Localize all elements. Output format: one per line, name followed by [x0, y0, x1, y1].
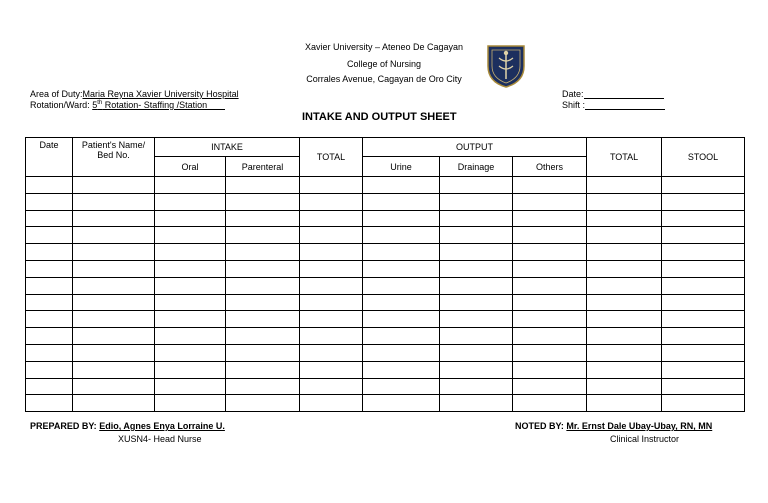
table-cell[interactable]	[363, 244, 440, 261]
table-cell[interactable]	[300, 260, 363, 277]
table-cell[interactable]	[587, 378, 662, 395]
table-cell[interactable]	[73, 395, 155, 412]
table-cell[interactable]	[73, 378, 155, 395]
table-cell[interactable]	[155, 378, 226, 395]
table-cell[interactable]	[26, 227, 73, 244]
table-row	[26, 344, 745, 361]
rotation-blank-line	[207, 109, 225, 110]
table-cell[interactable]	[513, 328, 587, 345]
table-cell[interactable]	[587, 177, 662, 194]
table-cell[interactable]	[226, 344, 300, 361]
table-cell[interactable]	[440, 294, 513, 311]
table-cell[interactable]	[662, 260, 745, 277]
sheet-title: INTAKE AND OUTPUT SHEET	[302, 111, 457, 123]
table-cell[interactable]	[26, 344, 73, 361]
table-row	[26, 210, 745, 227]
table-cell[interactable]	[513, 177, 587, 194]
col-date: Date	[26, 138, 73, 177]
table-cell[interactable]	[440, 210, 513, 227]
table-cell[interactable]	[587, 328, 662, 345]
table-cell[interactable]	[300, 361, 363, 378]
noted-role: Clinical Instructor	[610, 434, 680, 444]
rotation-text: Rotation- Staffing /Station	[102, 100, 208, 110]
table-cell[interactable]	[363, 328, 440, 345]
table-cell[interactable]	[226, 260, 300, 277]
table-row	[26, 244, 745, 261]
table-cell[interactable]	[363, 227, 440, 244]
table-cell[interactable]	[73, 361, 155, 378]
table-cell[interactable]	[226, 193, 300, 210]
table-cell[interactable]	[73, 328, 155, 345]
table-cell[interactable]	[662, 227, 745, 244]
table-cell[interactable]	[155, 244, 226, 261]
table-cell[interactable]	[587, 277, 662, 294]
area-value: Maria Reyna Xavier University Hospital	[82, 89, 239, 99]
table-cell[interactable]	[26, 210, 73, 227]
table-cell[interactable]	[155, 260, 226, 277]
table-cell[interactable]	[26, 277, 73, 294]
table-cell[interactable]	[155, 328, 226, 345]
rotation-ordinal: th	[97, 100, 103, 106]
table-cell[interactable]	[662, 277, 745, 294]
date-label: Date:	[562, 89, 584, 99]
table-cell[interactable]	[513, 193, 587, 210]
rotation-label: Rotation/Ward:	[30, 100, 90, 110]
table-cell[interactable]	[513, 277, 587, 294]
table-cell[interactable]	[300, 328, 363, 345]
table-row	[26, 227, 745, 244]
table-cell[interactable]	[155, 177, 226, 194]
table-cell[interactable]	[300, 378, 363, 395]
table-cell[interactable]	[26, 193, 73, 210]
table-cell[interactable]	[440, 311, 513, 328]
table-cell[interactable]	[363, 311, 440, 328]
table-cell[interactable]	[440, 344, 513, 361]
table-cell[interactable]	[440, 277, 513, 294]
table-cell[interactable]	[662, 294, 745, 311]
table-cell[interactable]	[26, 311, 73, 328]
table-row	[26, 361, 745, 378]
table-cell[interactable]	[440, 177, 513, 194]
table-cell[interactable]	[662, 210, 745, 227]
col-patient: Patient's Name/ Bed No.	[73, 138, 155, 177]
prepared-role: XUSN4- Head Nurse	[118, 434, 202, 444]
table-cell[interactable]	[363, 378, 440, 395]
table-row	[26, 328, 745, 345]
col-others: Others	[513, 157, 587, 177]
table-cell[interactable]	[440, 378, 513, 395]
table-cell[interactable]	[363, 193, 440, 210]
table-cell[interactable]	[155, 210, 226, 227]
table-cell[interactable]	[662, 193, 745, 210]
table-cell[interactable]	[226, 244, 300, 261]
table-cell[interactable]	[363, 395, 440, 412]
table-cell[interactable]	[226, 210, 300, 227]
table-cell[interactable]	[155, 361, 226, 378]
table-cell[interactable]	[587, 361, 662, 378]
table-cell[interactable]	[226, 177, 300, 194]
table-cell[interactable]	[363, 260, 440, 277]
university-seal-logo	[486, 42, 526, 88]
table-cell[interactable]	[155, 227, 226, 244]
table-cell[interactable]	[587, 227, 662, 244]
table-cell[interactable]	[363, 177, 440, 194]
table-cell[interactable]	[513, 378, 587, 395]
table-cell[interactable]	[26, 395, 73, 412]
table-cell[interactable]	[662, 244, 745, 261]
table-cell[interactable]	[226, 294, 300, 311]
table-row	[26, 378, 745, 395]
table-cell[interactable]	[26, 378, 73, 395]
table-cell[interactable]	[363, 277, 440, 294]
date-blank-line[interactable]	[584, 89, 664, 99]
noted-by	[515, 421, 712, 431]
table-cell[interactable]	[26, 260, 73, 277]
table-cell[interactable]	[440, 328, 513, 345]
table-cell[interactable]	[662, 395, 745, 412]
table-cell[interactable]	[26, 294, 73, 311]
table-cell[interactable]	[513, 361, 587, 378]
table-cell[interactable]	[73, 193, 155, 210]
table-cell[interactable]	[587, 395, 662, 412]
col-stool: STOOL	[662, 138, 745, 177]
table-cell[interactable]	[26, 244, 73, 261]
prepared-label: PREPARED BY:	[30, 421, 97, 431]
col-intake: INTAKE	[155, 138, 300, 157]
table-cell[interactable]	[300, 294, 363, 311]
table-cell[interactable]	[73, 311, 155, 328]
table-cell[interactable]	[73, 260, 155, 277]
table-cell[interactable]	[363, 294, 440, 311]
table-cell[interactable]	[587, 294, 662, 311]
table-cell[interactable]	[73, 294, 155, 311]
table-cell[interactable]	[300, 277, 363, 294]
table-cell[interactable]	[155, 193, 226, 210]
table-cell[interactable]	[587, 260, 662, 277]
table-cell[interactable]	[73, 227, 155, 244]
col-oral: Oral	[155, 157, 226, 177]
table-cell[interactable]	[155, 294, 226, 311]
table-cell[interactable]	[300, 244, 363, 261]
table-cell[interactable]	[363, 361, 440, 378]
table-cell[interactable]	[513, 395, 587, 412]
table-cell[interactable]	[226, 277, 300, 294]
table-cell[interactable]	[513, 311, 587, 328]
table-cell[interactable]	[662, 378, 745, 395]
table-cell[interactable]	[513, 210, 587, 227]
table-cell[interactable]	[155, 311, 226, 328]
table-cell[interactable]	[440, 260, 513, 277]
table-cell[interactable]	[73, 277, 155, 294]
date-field	[562, 89, 664, 99]
noted-name: Mr. Ernst Dale Ubay-Ubay, RN, MN	[566, 421, 713, 431]
table-cell[interactable]	[662, 177, 745, 194]
table-cell[interactable]	[363, 210, 440, 227]
table-cell[interactable]	[440, 227, 513, 244]
table-cell[interactable]	[226, 395, 300, 412]
university-address: Corrales Avenue, Cagayan de Oro City	[306, 74, 462, 84]
table-row	[26, 260, 745, 277]
college-name: College of Nursing	[346, 59, 422, 69]
table-cell[interactable]	[26, 328, 73, 345]
table-cell[interactable]	[440, 361, 513, 378]
table-cell[interactable]	[155, 395, 226, 412]
table-cell[interactable]	[26, 361, 73, 378]
prepared-by	[30, 421, 225, 431]
table-cell[interactable]	[73, 344, 155, 361]
table-cell[interactable]	[226, 311, 300, 328]
shift-blank-line[interactable]	[585, 100, 665, 110]
table-cell[interactable]	[662, 311, 745, 328]
table-cell[interactable]	[662, 344, 745, 361]
table-cell[interactable]	[300, 210, 363, 227]
table-cell[interactable]	[226, 227, 300, 244]
table-cell[interactable]	[587, 244, 662, 261]
col-output: OUTPUT	[363, 138, 587, 157]
table-cell[interactable]	[587, 193, 662, 210]
table-cell[interactable]	[73, 177, 155, 194]
table-cell[interactable]	[300, 227, 363, 244]
table-cell[interactable]	[440, 395, 513, 412]
table-row	[26, 311, 745, 328]
table-cell[interactable]	[73, 210, 155, 227]
table-row	[26, 277, 745, 294]
table-cell[interactable]	[587, 311, 662, 328]
table-cell[interactable]	[226, 328, 300, 345]
table-cell[interactable]	[513, 344, 587, 361]
table-cell[interactable]	[226, 361, 300, 378]
col-intake-total: TOTAL	[300, 138, 363, 177]
area-of-duty	[30, 89, 239, 99]
table-cell[interactable]	[513, 294, 587, 311]
table-cell[interactable]	[662, 328, 745, 345]
table-cell[interactable]	[26, 177, 73, 194]
col-urine: Urine	[363, 157, 440, 177]
table-cell[interactable]	[226, 378, 300, 395]
table-cell[interactable]	[363, 344, 440, 361]
table-cell[interactable]	[513, 260, 587, 277]
table-cell[interactable]	[587, 210, 662, 227]
table-cell[interactable]	[73, 244, 155, 261]
col-output-total: TOTAL	[587, 138, 662, 177]
university-name: Xavier University – Ateneo De Cagayan	[304, 42, 464, 52]
shift-label: Shift :	[562, 100, 586, 110]
table-row	[26, 395, 745, 412]
table-row	[26, 193, 745, 210]
shift-field	[562, 100, 665, 110]
table-cell[interactable]	[513, 244, 587, 261]
table-cell[interactable]	[587, 344, 662, 361]
table-cell[interactable]	[662, 361, 745, 378]
prepared-name: Edio, Agnes Enya Lorraine U.	[99, 421, 225, 431]
rotation-ward	[30, 100, 225, 110]
table-cell[interactable]	[300, 177, 363, 194]
table-cell[interactable]	[300, 311, 363, 328]
table-cell[interactable]	[300, 193, 363, 210]
table-cell[interactable]	[155, 277, 226, 294]
table-cell[interactable]	[513, 227, 587, 244]
table-row	[26, 294, 745, 311]
rotation-number: 5	[92, 100, 98, 110]
table-cell[interactable]	[300, 395, 363, 412]
col-parenteral: Parenteral	[226, 157, 300, 177]
table-cell[interactable]	[440, 193, 513, 210]
area-label: Area of Duty:	[30, 89, 83, 99]
table-cell[interactable]	[155, 344, 226, 361]
rotation-value	[92, 100, 207, 110]
intake-output-table	[25, 137, 745, 412]
noted-label: NOTED BY:	[515, 421, 564, 431]
table-cell[interactable]	[300, 344, 363, 361]
table-cell[interactable]	[440, 244, 513, 261]
col-drainage: Drainage	[440, 157, 513, 177]
table-row	[26, 177, 745, 194]
